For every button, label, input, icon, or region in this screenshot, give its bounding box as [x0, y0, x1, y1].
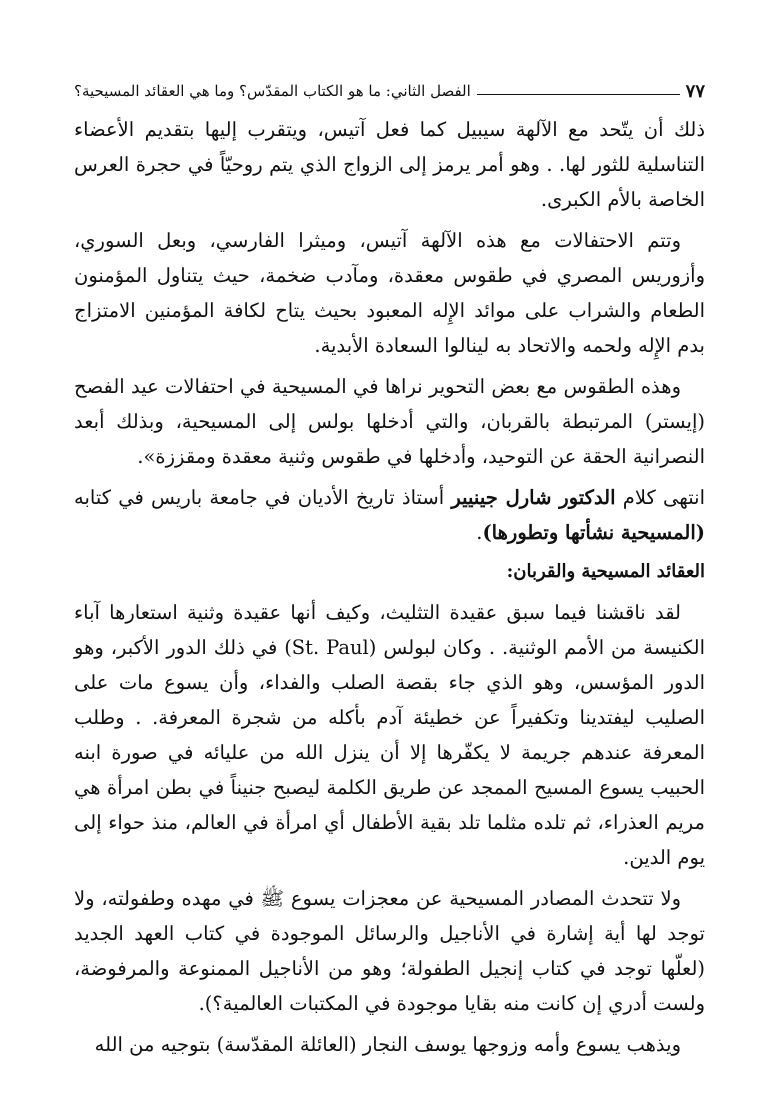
- paragraph-4-pre: انتهى كلام: [615, 486, 705, 509]
- chapter-title: الفصل الثاني: ما هو الكتاب المقدّس؟ وما هي العقائد المسيحية؟: [74, 82, 471, 100]
- latin-name: (St. Paul): [284, 636, 377, 659]
- paragraph-2: وتتم الاحتفالات مع هذه الآلهة آتيس، وميثرا الفارسي، وبعل السوري، وأزوريس المصري في طقوس معقدة، ومآدب ضخمة، حيث يتناول المؤمنون الطعام والشراب على موائد الإِله المعبود بحيث يتاح لكافة المؤمنين الامتزاج بدم الإِله ولحمه والاتحاد به لينالوا السعادة الأبدية.: [74, 229, 705, 357]
- paragraph-6: ولا تتحدث المصادر المسيحية عن معجزات يسوع ﷺ في مهده وطفولته، ولا توجد لها أية إشارة في الأناجيل والرسائل الموجودة في كتاب العهد الجديد (لعلّها توجد في كتاب إنجيل الطفولة؛ وهو من الأناجيل الممنوعة والمرفوضة، ولست أدري إن كانت منه بقايا موجودة في المكتبات العالمية؟).: [74, 887, 705, 1015]
- paragraph-7: ويذهب يسوع وأمه وزوجها يوسف النجار (العائلة المقدّسة) بتوجيه من الله: [94, 1033, 681, 1056]
- running-header: [74, 78, 705, 104]
- paragraph-3: وهذه الطقوس مع بعض التحوير نراها في المسيحية في احتفالات عيد الفصح (إيستر) المرتبطة بالقربان، والتي أدخلها بولس إلى المسيحية، وبذلك أبعد النصرانية الحقة عن التوحيد، وأدخلها في طقوس وثنية معقدة ومقززة».: [74, 375, 705, 468]
- paragraph-5-pre: لقد ناقشنا فيما سبق عقيدة التثليث، وكيف أنها عقيدة وثنية استعارها آباء الكنيسة من الأمم الوثنية. . وكان لبولس: [74, 601, 705, 659]
- paragraph-4-mid: أستاذ تاريخ الأديان في جامعة باريس في كتابه: [74, 486, 452, 509]
- paragraph-1: ذلك أن يتّحد مع الآلهة سيبيل كما فعل آتيس، ويتقرب إليها بتقديم الأعضاء التناسلية للثور لها. . وهو أمر يرمز إلى الزواج الذي يتم روحيّاً في حجرة العرس الخاصة بالأم الكبرى.: [74, 118, 705, 211]
- paragraph-5-post: في ذلك الدور الأكبر، وهو الدور المؤسس، وهو الذي جاء بقصة الصلب والفداء، وأن يسوع مات على الصليب ليفتدينا وتكفيراً عن خطيئة آدم بأكله من شجرة المعرفة. . وطلب المعرفة عندهم جريمة لا يكفّرها إلا أن ينزل الله من عليائه في صورة ابنه الحبيب يسوع المسيح الممجد عن طريق الكلمة ليصبح جنيناً في بطن امرأة هي مريم العذراء، ثم تلده مثلما تلد بقية الأطفال أي امرأة في العالم، منذ حواء إلى يوم الدين.: [74, 636, 705, 869]
- paragraph-5: [74, 595, 705, 875]
- paragraph-4: [74, 480, 705, 550]
- paragraph-4-post: .: [476, 521, 483, 544]
- book-title: (المسيحية نشأتها وتطورها): [482, 521, 705, 544]
- page-body: [74, 112, 705, 1062]
- section-heading: العقائد المسيحية والقربان:: [506, 561, 705, 582]
- page-number: ٧٧: [685, 80, 705, 102]
- author-name: الدكتور شارل جينيير: [451, 486, 616, 509]
- header-rule: [477, 94, 680, 95]
